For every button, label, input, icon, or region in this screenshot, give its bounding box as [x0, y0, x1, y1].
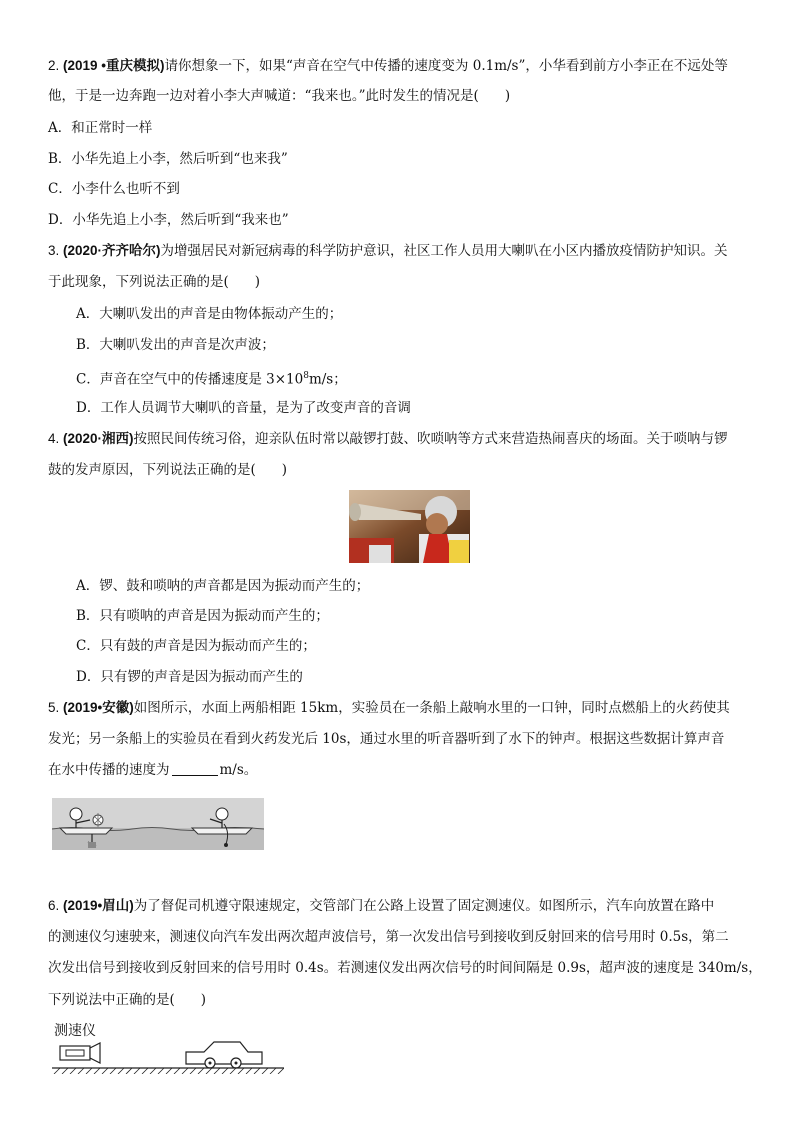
q3-source: (2020·齐齐哈尔)	[63, 243, 161, 258]
q4-source: (2020·湘西)	[63, 431, 134, 446]
q5-source: (2019•安徽)	[63, 700, 134, 715]
q5-number: 5.	[48, 700, 64, 715]
q2-source: (2019 •重庆模拟)	[63, 58, 165, 73]
q3-option-b: B．大喇叭发出的声音是次声波；	[76, 337, 275, 353]
q2-option-d: D．小华先追上小李，然后听到“我来也”	[48, 212, 289, 228]
q4-option-b: B．只有唢呐的声音是因为振动而产生的；	[76, 608, 329, 624]
q2-stem-text1: 请你想象一下，如果“声音在空气中传播的速度变为 0.1m/s”，小华看到前方小李正在不远处等	[164, 58, 728, 74]
q5-stem-text1: 如图所示，水面上两船相距 15km，实验员在一条船上敲响水里的一口钟，同时点燃船上的火药使其	[133, 700, 730, 716]
q2-number: 2.	[48, 58, 64, 73]
q2-option-a: A．和正常时一样	[48, 120, 153, 136]
q3-option-c-exponent: 8	[303, 371, 309, 381]
q6-stem-line3: 次发出信号到接收到反射回来的信号用时 0.4s。若测速仪发出两次信号的时间间隔是 0.9s，超声波的速度是 340m/s，	[48, 960, 762, 976]
q6-stem-text1: 为了督促司机遵守限速规定，交管部门在公路上设置了固定测速仪。如图所示，汽车向放置在路中	[133, 898, 715, 914]
q2-option-b: B．小华先追上小李，然后听到“也来我”	[48, 151, 288, 167]
q4-stem-line1	[48, 429, 748, 449]
q3-option-c-unit: m/s；	[308, 371, 347, 388]
q3-option-c	[76, 366, 748, 390]
q2-stem-text2: 他，于是一边奔跑一边对着小李大声喊道：“我来也。”此时发生的情况是(	[48, 88, 479, 104]
q6-stem-line1	[48, 896, 748, 916]
q4-option-c: C．只有鼓的声音是因为振动而产生的；	[76, 638, 316, 654]
q3-stem-line2	[48, 272, 748, 292]
q3-stem-text2: 于此现象，下列说法正确的是(	[48, 274, 229, 290]
q3-option-c-text: C．声音在空气中的传播速度是 3×10	[76, 371, 304, 388]
speed-meter-label: 测速仪	[54, 1023, 96, 1039]
q4-option-d: D．只有锣的声音是因为振动而产生的	[76, 669, 303, 685]
q6-stem-text4: 下列说法中正确的是(	[48, 992, 175, 1008]
q2-option-c: C．小李什么也听不到	[48, 181, 180, 197]
q3-stem-text1: 为增强居民对新冠病毒的科学防护意识，社区工作人员用大喇叭在小区内播放疫情防护知识。关	[160, 243, 728, 259]
q2-stem-line2	[48, 86, 748, 106]
q5-stem-line1	[48, 698, 748, 718]
q4-number: 4.	[48, 431, 64, 446]
q5-unit: m/s。	[219, 762, 258, 778]
q5-stem-line2: 发光；另一条船上的实验员在看到火药发光后 10s，通过水里的听音器听到了水下的钟声。根据这些数据计算声音	[48, 731, 725, 747]
q5-answer-blank[interactable]	[172, 761, 218, 776]
q2-paren-close: )	[504, 88, 511, 104]
q3-paren-close: )	[254, 274, 261, 290]
q3-number: 3.	[48, 243, 64, 258]
q2-stem-line1	[48, 56, 748, 76]
q4-paren-close: )	[281, 462, 288, 478]
q4-stem-text2: 鼓的发声原因，下列说法正确的是(	[48, 462, 256, 478]
q3-stem-line1	[48, 241, 748, 261]
q5-stem-text3: 在水中传播的速度为	[48, 762, 170, 778]
q6-source: (2019•眉山)	[63, 898, 134, 913]
suona-player-photo	[349, 490, 470, 563]
q6-stem-line2: 的测速仪匀速驶来，测速仪向汽车发出两次超声波信号，第一次发出信号到接收到反射回来的信号用时 0.5s，第二	[48, 929, 729, 945]
q5-stem-line3	[48, 760, 748, 780]
q4-stem-line2	[48, 460, 748, 480]
q6-paren-close: )	[200, 992, 207, 1008]
q6-stem-line4	[48, 990, 748, 1010]
q4-stem-text1: 按照民间传统习俗，迎亲队伍时常以敲锣打鼓、吹唢呐等方式来营造热闹喜庆的场面。关于唢呐与锣	[133, 431, 728, 447]
q4-option-a: A．锣、鼓和唢呐的声音都是因为振动而产生的；	[76, 578, 370, 594]
speed-meter-figure	[52, 1020, 284, 1074]
boats-experiment-figure	[52, 798, 264, 850]
q6-number: 6.	[48, 898, 64, 913]
q3-option-a: A．大喇叭发出的声音是由物体振动产生的；	[76, 306, 343, 322]
q3-option-d: D．工作人员调节大喇叭的音量，是为了改变声音的音调	[76, 400, 411, 416]
